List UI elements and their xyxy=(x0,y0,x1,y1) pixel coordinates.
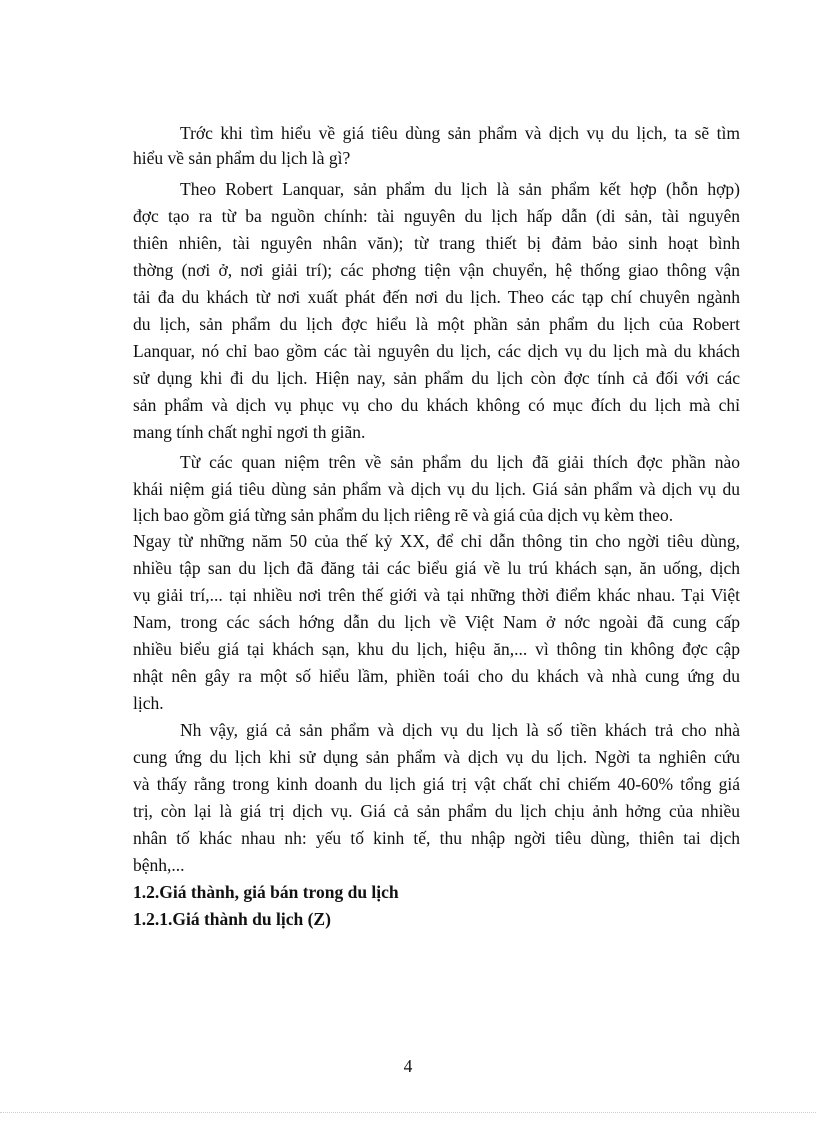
paragraph-4-line-1: Nh vậy, giá cả sản phẩm và dịch vụ du lịch là số tiền khách trả cho nhà xyxy=(180,720,740,740)
paragraph-2-line-5: tải đa du khách từ nơi xuất phát đến nơi du lịch. Theo các tạp chí chuyên ngành xyxy=(133,287,740,307)
paragraph-2-line-10: mang tính chất nghỉ ngơi th giãn. xyxy=(133,422,366,442)
page-bottom-divider xyxy=(0,1112,816,1113)
paragraph-1-line-1: Trớc khi tìm hiểu về giá tiêu dùng sản phẩm và dịch vụ du lịch, ta sẽ tìm xyxy=(180,123,740,143)
paragraph-4-line-2: cung ứng du lịch khi sử dụng sản phẩm và dịch vụ du lịch. Ngời ta nghiên cứu xyxy=(133,747,740,767)
section-heading-1-2-1: 1.2.1.Giá thành du lịch (Z) xyxy=(133,909,331,929)
page-number: 4 xyxy=(403,1056,413,1076)
paragraph-4-line-6: bệnh,... xyxy=(133,855,185,875)
paragraph-2-line-3: thiên nhiên, tài nguyên nhân văn); từ trang thiết bị đảm bảo sinh hoạt bình xyxy=(133,233,740,253)
paragraph-3-line-4: Ngay từ những năm 50 của thế kỷ XX, để chỉ dẫn thông tin cho ngời tiêu dùng, xyxy=(133,531,740,551)
paragraph-3-line-2: khái niệm giá tiêu dùng sản phẩm và dịch vụ du lịch. Giá sản phẩm và dịch vụ du xyxy=(133,479,740,499)
paragraph-2-line-1: Theo Robert Lanquar, sản phẩm du lịch là sản phẩm kết hợp (hỗn hợp) xyxy=(180,179,740,199)
paragraph-3-line-7: Nam, trong các sách hớng dẫn du lịch về Việt Nam ở nớc ngoài đã cung cấp xyxy=(133,612,740,632)
paragraph-4-line-4: trị, còn lại là giá trị dịch vụ. Giá cả sản phẩm du lịch chịu ảnh hởng của nhiều xyxy=(133,801,740,821)
paragraph-3-line-6: vụ giải trí,... tại nhiều nơi trên thế giới và tại những thời điểm khác nhau. Tại Việt xyxy=(133,585,740,605)
paragraph-3-line-10: lịch. xyxy=(133,693,164,713)
paragraph-3-line-3: lịch bao gồm giá từng sản phẩm du lịch riêng rẽ và giá của dịch vụ kèm theo. xyxy=(133,505,674,525)
paragraph-2-line-8: sử dụng khi đi du lịch. Hiện nay, sản phẩm du lịch còn đợc tính cả đối với các xyxy=(133,368,740,388)
paragraph-2-line-2: đợc tạo ra từ ba nguồn chính: tài nguyên du lịch hấp dẫn (di sản, tài nguyên xyxy=(133,206,740,226)
paragraph-4-line-3: và thấy rằng trong kinh doanh du lịch giá trị vật chất chỉ chiếm 40-60% tổng giá xyxy=(133,774,740,794)
paragraph-3-line-1: Từ các quan niệm trên về sản phẩm du lịch đã giải thích đợc phần nào xyxy=(180,452,740,472)
paragraph-3-line-8: nhiều biểu giá tại khách sạn, khu du lịch, hiệu ăn,... vì thông tin không đợc cập xyxy=(133,639,740,659)
paragraph-2-line-9: sản phẩm và dịch vụ phục vụ cho du khách không có mục đích du lịch mà chỉ xyxy=(133,395,740,415)
paragraph-1-line-2: hiểu về sản phẩm du lịch là gì? xyxy=(133,148,351,168)
paragraph-3-line-5: nhiều tập san du lịch đã đăng tải các biểu giá về lu trú khách sạn, ăn uống, dịch xyxy=(133,558,740,578)
paragraph-2-line-6: du lịch, sản phẩm du lịch đợc hiểu là một phần sản phẩm du lịch của Robert xyxy=(133,314,740,334)
paragraph-2-line-7: Lanquar, nó chỉ bao gồm các tài nguyên du lịch, các dịch vụ du lịch mà du khách xyxy=(133,341,740,361)
paragraph-2-line-4: thờng (nơi ở, nơi giải trí); các phơng tiện vận chuyển, hệ thống giao thông vận xyxy=(133,260,740,280)
section-heading-1-2: 1.2.Giá thành, giá bán trong du lịch xyxy=(133,882,399,902)
paragraph-4-line-5: nhân tố khác nhau nh: yếu tố kinh tế, thu nhập ngời tiêu dùng, thiên tai dịch xyxy=(133,828,740,848)
paragraph-3-line-9: nhật nên gây ra một số hiểu lầm, phiền toái cho du khách và nhà cung ứng du xyxy=(133,666,740,686)
